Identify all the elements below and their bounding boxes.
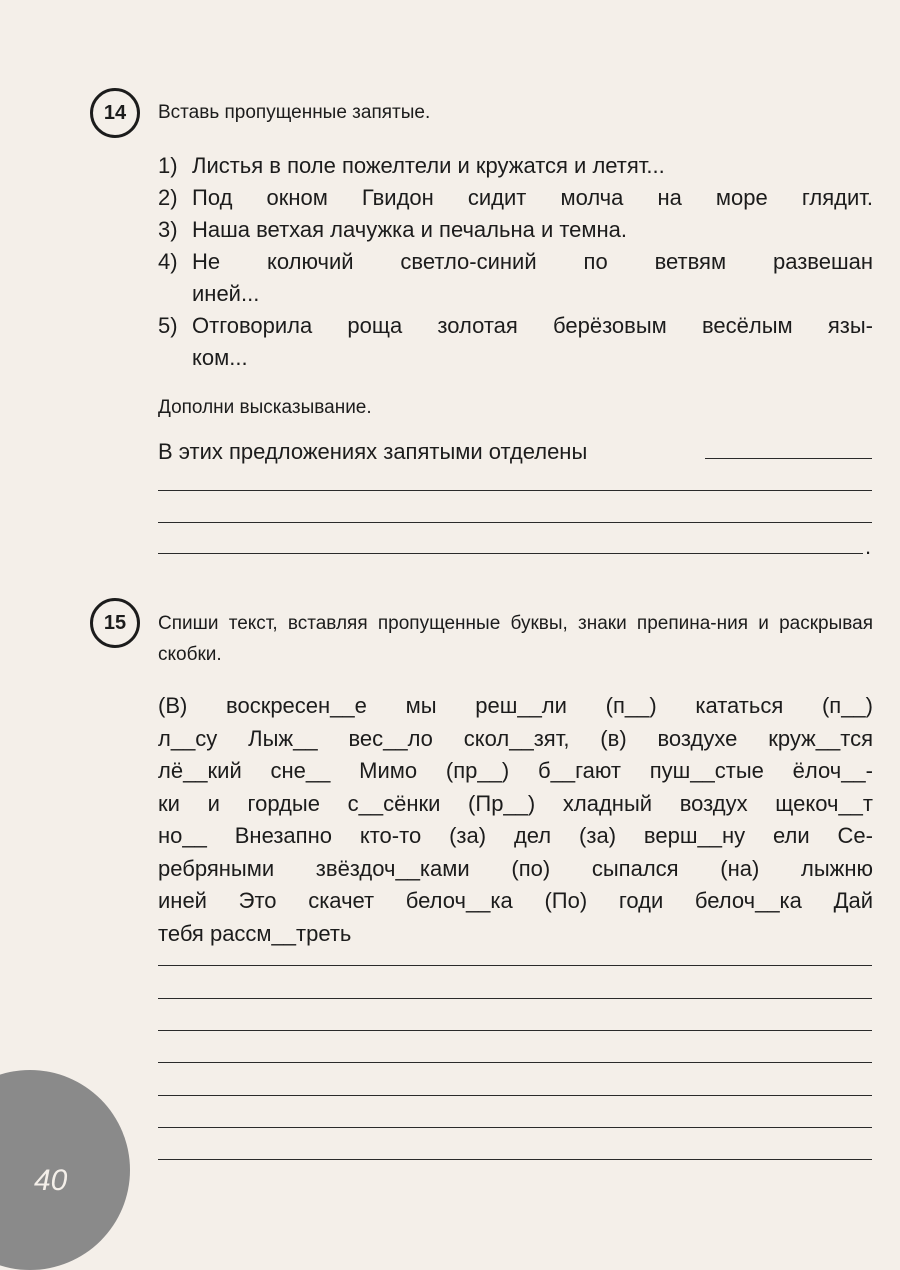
end-period: . [865, 534, 872, 559]
task-number-badge: 14 [90, 88, 140, 138]
dictation-text [158, 690, 873, 950]
list-item: 4) Не колючий светло-синий по ветвям развешан [158, 249, 873, 274]
text-line: тебя рассм__треть [158, 920, 352, 946]
sentence-list [158, 150, 873, 374]
task-number-badge: 15 [90, 598, 140, 648]
task-instruction: Вставь пропущенные запятые. [158, 102, 431, 123]
list-item-continuation: иней... [192, 281, 260, 306]
answer-line[interactable] [705, 458, 872, 459]
answer-line[interactable] [158, 522, 872, 523]
complete-label: Дополни высказывание. [158, 397, 372, 418]
list-item: 5) Отговорила роща золотая берёзовым весёлым язы- [158, 313, 873, 338]
page-number: 40 [34, 1164, 68, 1197]
text-line: иней Это скачет белоч__ка (По) годи белоч__ка Дай [158, 888, 873, 913]
answer-line[interactable] [158, 965, 872, 966]
list-item: 1) Листья в поле пожелтели и кружатся и летят... [158, 153, 665, 178]
list-item: 3) Наша ветхая лачужка и печальна и темна. [158, 217, 628, 242]
text-line: ребряными звёздоч__ками (по) сыпался (на) лыжню [158, 855, 873, 881]
task-instruction: Спиши текст, вставляя пропущенные буквы, знаки препина-ния и раскрывая скобки. [158, 613, 873, 665]
answer-line[interactable] [158, 1127, 872, 1128]
answer-line[interactable] [158, 1159, 872, 1160]
answer-line[interactable] [158, 998, 872, 999]
answer-line[interactable] [158, 553, 863, 554]
answer-line[interactable] [158, 1030, 872, 1031]
answer-line[interactable] [158, 490, 872, 491]
text-line: ки и гордые с__сёнки (Пр__) хладный воздух щекоч__т [158, 790, 873, 816]
answer-line[interactable] [158, 1095, 872, 1096]
answer-line[interactable] [158, 1062, 872, 1063]
text-line: лё__кий сне__ Мимо (пр__) б__гают пуш__стые ёлоч__- [158, 758, 873, 783]
list-item: 2) Под окном Гвидон сидит молча на море глядит. [158, 185, 873, 210]
text-line: но__ Внезапно кто-то (за) дел (за) верш__ну ели Се- [158, 823, 873, 848]
complete-sentence: В этих предложениях запятыми отделены [158, 439, 588, 464]
text-line: (В) воскресен__е мы реш__ли (п__) кататься (п__) [158, 693, 873, 718]
text-line: л__су Лыж__ вес__ло скол__зят, (в) воздухе круж__тся [158, 725, 873, 751]
list-item-continuation: ком... [192, 345, 248, 370]
